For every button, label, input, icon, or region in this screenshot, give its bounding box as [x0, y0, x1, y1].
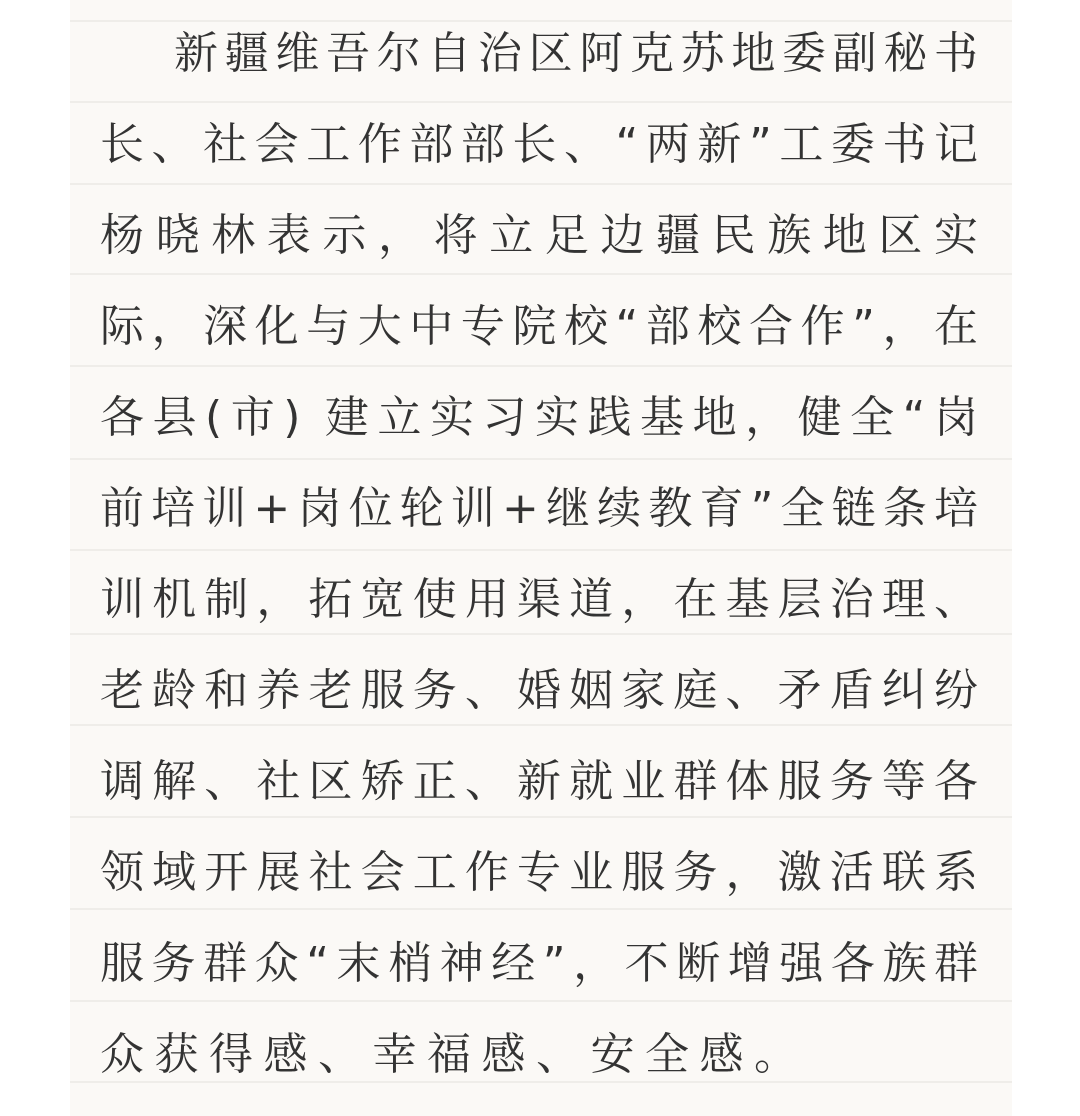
text-line: 训机制，拓宽使用渠道，在基层治理、 — [100, 574, 980, 625]
text-line: 杨晓林表示，将立足边疆民族地区实 — [100, 210, 980, 261]
text-line: 众获得感、幸福感、安全感。 — [100, 1029, 809, 1080]
text-line: 长、社会工作部部长、“两新”工委书记 — [100, 119, 980, 170]
text-line: 领域开展社会工作专业服务，激活联系 — [100, 847, 980, 898]
text-line: 各县(市) 建立实习实践基地，健全“岗 — [100, 392, 980, 443]
text-line: 新疆维吾尔自治区阿克苏地委副秘书 — [174, 28, 980, 79]
text-line: 际，深化与大中专院校“部校合作”，在 — [100, 301, 980, 352]
article-paragraph — [100, 22, 980, 1114]
text-line: 服务群众“末梢神经”，不断增强各族群 — [100, 938, 980, 989]
text-line: 调解、社区矫正、新就业群体服务等各 — [100, 756, 980, 807]
text-line: 前培训+岗位轮训+继续教育”全链条培 — [100, 483, 980, 534]
text-line: 老龄和养老服务、婚姻家庭、矛盾纠纷 — [100, 665, 980, 716]
